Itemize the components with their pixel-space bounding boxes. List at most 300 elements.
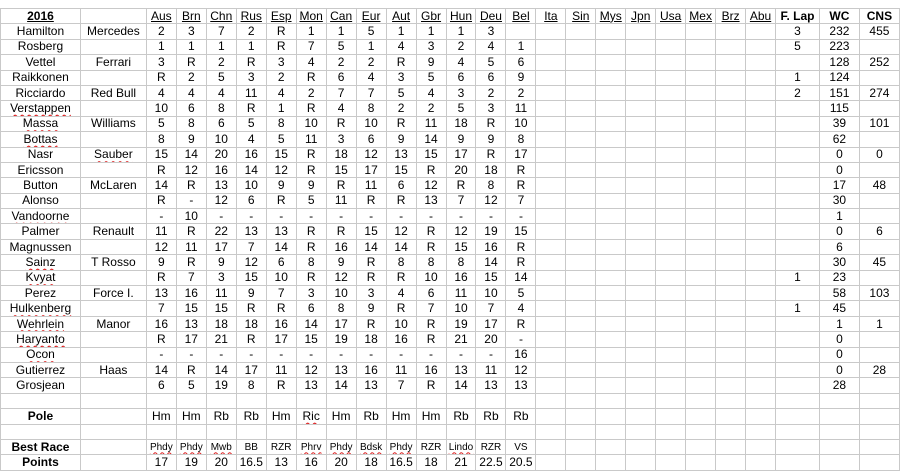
result-cell[interactable]: R (356, 316, 386, 331)
result-cell[interactable] (506, 24, 536, 39)
result-cell[interactable] (686, 255, 716, 270)
result-cell[interactable]: 18 (236, 316, 266, 331)
driver-name-cell[interactable]: Vettel (1, 55, 81, 70)
result-cell[interactable]: 1 (416, 24, 446, 39)
fastest-lap-cell[interactable] (776, 132, 820, 147)
result-cell[interactable]: 14 (206, 362, 236, 377)
result-cell[interactable]: 16 (206, 162, 236, 177)
wc-points-cell[interactable]: 128 (819, 55, 859, 70)
result-cell[interactable] (656, 286, 686, 301)
wc-points-cell[interactable]: 30 (819, 255, 859, 270)
result-cell[interactable]: 13 (206, 178, 236, 193)
result-cell[interactable]: 13 (236, 224, 266, 239)
result-cell[interactable]: R (326, 178, 356, 193)
blank-cell[interactable] (859, 455, 899, 470)
points-value-cell[interactable]: 17 (146, 455, 176, 470)
result-cell[interactable]: - (146, 209, 176, 224)
result-cell[interactable]: 17 (236, 362, 266, 377)
result-cell[interactable]: 11 (476, 362, 506, 377)
result-cell[interactable]: 4 (356, 70, 386, 85)
pole-value-cell[interactable]: Hm (416, 409, 446, 424)
result-cell[interactable]: R (386, 116, 416, 131)
result-cell[interactable]: 14 (446, 378, 476, 393)
result-cell[interactable]: - (296, 209, 326, 224)
result-cell[interactable] (596, 362, 626, 377)
result-cell[interactable] (746, 162, 776, 177)
result-cell[interactable]: 4 (416, 85, 446, 100)
result-cell[interactable] (566, 116, 596, 131)
result-cell[interactable] (686, 85, 716, 100)
result-cell[interactable]: - (356, 347, 386, 362)
wc-points-cell[interactable]: 17 (819, 178, 859, 193)
result-cell[interactable] (596, 255, 626, 270)
result-cell[interactable] (716, 362, 746, 377)
result-cell[interactable]: - (326, 347, 356, 362)
result-cell[interactable] (746, 193, 776, 208)
team-name-cell[interactable]: McLaren (80, 178, 146, 193)
result-cell[interactable]: 2 (146, 24, 176, 39)
team-name-cell[interactable] (80, 193, 146, 208)
result-cell[interactable]: R (476, 147, 506, 162)
result-cell[interactable]: 13 (266, 224, 296, 239)
fastest-lap-cell[interactable] (776, 362, 820, 377)
result-cell[interactable]: 4 (386, 39, 416, 54)
result-cell[interactable]: R (236, 301, 266, 316)
result-cell[interactable]: 11 (506, 101, 536, 116)
result-cell[interactable]: 10 (506, 116, 536, 131)
best_race-value-cell[interactable] (626, 439, 656, 454)
blank-cell[interactable] (80, 439, 146, 454)
result-cell[interactable] (626, 24, 656, 39)
result-cell[interactable] (686, 270, 716, 285)
result-cell[interactable] (686, 162, 716, 177)
result-cell[interactable]: 2 (476, 85, 506, 100)
race-header-12[interactable]: Bel (506, 9, 536, 24)
result-cell[interactable]: 9 (416, 55, 446, 70)
result-cell[interactable]: 11 (326, 193, 356, 208)
points-value-cell[interactable]: 20 (326, 455, 356, 470)
cns-points-cell[interactable] (859, 162, 899, 177)
wc-points-cell[interactable]: 124 (819, 70, 859, 85)
fastest-lap-cell[interactable] (776, 193, 820, 208)
result-cell[interactable]: 7 (386, 378, 416, 393)
result-cell[interactable]: 16 (176, 286, 206, 301)
result-cell[interactable]: 5 (506, 286, 536, 301)
cns-points-cell[interactable]: 455 (859, 24, 899, 39)
result-cell[interactable]: 5 (356, 24, 386, 39)
pole-value-cell[interactable]: Rb (356, 409, 386, 424)
result-cell[interactable]: 2 (176, 70, 206, 85)
result-cell[interactable]: R (176, 255, 206, 270)
result-cell[interactable]: 4 (236, 132, 266, 147)
cns-points-cell[interactable] (859, 101, 899, 116)
result-cell[interactable]: R (506, 239, 536, 254)
result-cell[interactable]: 11 (146, 224, 176, 239)
result-cell[interactable]: 15 (416, 147, 446, 162)
team-name-cell[interactable] (80, 301, 146, 316)
result-cell[interactable]: 20 (206, 147, 236, 162)
driver-name-cell[interactable]: Hamilton (1, 24, 81, 39)
result-cell[interactable]: 1 (296, 24, 326, 39)
points-value-cell[interactable] (656, 455, 686, 470)
wc-points-cell[interactable]: 45 (819, 301, 859, 316)
result-cell[interactable] (536, 270, 566, 285)
wc-points-cell[interactable]: 62 (819, 132, 859, 147)
result-cell[interactable] (566, 70, 596, 85)
best_race-value-cell[interactable] (446, 439, 476, 454)
result-cell[interactable] (686, 178, 716, 193)
result-cell[interactable] (716, 55, 746, 70)
result-cell[interactable]: 3 (476, 101, 506, 116)
fastest-lap-cell[interactable]: 1 (776, 70, 820, 85)
result-cell[interactable]: 13 (326, 362, 356, 377)
result-cell[interactable]: R (236, 101, 266, 116)
result-cell[interactable]: 14 (296, 316, 326, 331)
driver-name-cell[interactable] (1, 116, 81, 131)
result-cell[interactable]: 9 (356, 301, 386, 316)
result-cell[interactable]: R (326, 224, 356, 239)
result-cell[interactable] (656, 39, 686, 54)
result-cell[interactable]: 13 (446, 362, 476, 377)
race-header-2[interactable]: Chn (206, 9, 236, 24)
result-cell[interactable] (656, 178, 686, 193)
wc-points-cell[interactable]: 0 (819, 332, 859, 347)
blank-cell[interactable] (716, 393, 746, 408)
race-header-8[interactable]: Aut (386, 9, 416, 24)
result-cell[interactable]: 15 (296, 332, 326, 347)
result-cell[interactable] (596, 85, 626, 100)
result-cell[interactable]: 6 (266, 255, 296, 270)
result-cell[interactable] (656, 316, 686, 331)
result-cell[interactable]: R (266, 24, 296, 39)
result-cell[interactable] (536, 301, 566, 316)
result-cell[interactable]: 11 (296, 132, 326, 147)
result-cell[interactable] (746, 316, 776, 331)
result-cell[interactable]: 11 (176, 239, 206, 254)
race-header-20[interactable]: Abu (746, 9, 776, 24)
result-cell[interactable]: 5 (266, 132, 296, 147)
result-cell[interactable]: 1 (176, 39, 206, 54)
result-cell[interactable] (716, 255, 746, 270)
result-cell[interactable] (596, 178, 626, 193)
result-cell[interactable] (626, 286, 656, 301)
result-cell[interactable]: 12 (446, 224, 476, 239)
result-cell[interactable] (716, 101, 746, 116)
fastest-lap-cell[interactable] (776, 316, 820, 331)
wc-points-cell[interactable]: 0 (819, 162, 859, 177)
result-cell[interactable] (746, 101, 776, 116)
blank-cell[interactable] (859, 409, 899, 424)
result-cell[interactable]: - (266, 209, 296, 224)
result-cell[interactable] (656, 209, 686, 224)
points-value-cell[interactable]: 18 (416, 455, 446, 470)
fastest-lap-cell[interactable] (776, 347, 820, 362)
driver-name-cell[interactable]: Ericsson (1, 162, 81, 177)
result-cell[interactable]: 13 (506, 378, 536, 393)
result-cell[interactable]: 1 (386, 24, 416, 39)
result-cell[interactable] (716, 85, 746, 100)
cns-points-cell[interactable]: 252 (859, 55, 899, 70)
result-cell[interactable]: 2 (356, 55, 386, 70)
fastest-lap-cell[interactable] (776, 209, 820, 224)
result-cell[interactable]: 15 (206, 301, 236, 316)
result-cell[interactable] (596, 193, 626, 208)
result-cell[interactable] (686, 362, 716, 377)
result-cell[interactable] (566, 270, 596, 285)
driver-name-cell[interactable] (1, 255, 81, 270)
result-cell[interactable] (536, 378, 566, 393)
cns-points-cell[interactable] (859, 39, 899, 54)
fastest-lap-cell[interactable] (776, 378, 820, 393)
result-cell[interactable] (566, 39, 596, 54)
result-cell[interactable]: - (146, 347, 176, 362)
result-cell[interactable] (746, 239, 776, 254)
race-header-16[interactable]: Jpn (626, 9, 656, 24)
result-cell[interactable]: 18 (356, 332, 386, 347)
points-value-cell[interactable]: 16 (296, 455, 326, 470)
result-cell[interactable]: 13 (476, 378, 506, 393)
fastest-lap-cell[interactable] (776, 255, 820, 270)
blank-cell[interactable] (656, 393, 686, 408)
result-cell[interactable]: 14 (416, 132, 446, 147)
blank-cell[interactable] (686, 393, 716, 408)
result-cell[interactable] (746, 178, 776, 193)
result-cell[interactable] (686, 301, 716, 316)
result-cell[interactable] (686, 209, 716, 224)
best_race-value-cell[interactable] (686, 439, 716, 454)
result-cell[interactable] (536, 209, 566, 224)
team-name-cell[interactable] (80, 101, 146, 116)
result-cell[interactable]: 14 (386, 239, 416, 254)
cns-points-cell[interactable] (859, 378, 899, 393)
result-cell[interactable]: 1 (236, 39, 266, 54)
result-cell[interactable] (686, 101, 716, 116)
team-name-cell[interactable] (80, 239, 146, 254)
result-cell[interactable]: 2 (326, 55, 356, 70)
result-cell[interactable]: 6 (506, 55, 536, 70)
result-cell[interactable] (626, 347, 656, 362)
pole-value-cell[interactable]: Rb (506, 409, 536, 424)
pole-value-cell[interactable]: Hm (146, 409, 176, 424)
result-cell[interactable]: 10 (416, 270, 446, 285)
result-cell[interactable]: R (176, 178, 206, 193)
result-cell[interactable]: - (296, 347, 326, 362)
result-cell[interactable] (536, 132, 566, 147)
result-cell[interactable] (536, 224, 566, 239)
result-cell[interactable] (716, 39, 746, 54)
result-cell[interactable] (566, 162, 596, 177)
result-cell[interactable]: 3 (176, 24, 206, 39)
fastest-lap-cell[interactable]: 2 (776, 85, 820, 100)
result-cell[interactable]: 8 (176, 116, 206, 131)
result-cell[interactable]: 9 (476, 132, 506, 147)
driver-name-cell[interactable] (1, 316, 81, 331)
result-cell[interactable] (686, 378, 716, 393)
cns-points-cell[interactable]: 6 (859, 224, 899, 239)
result-cell[interactable] (626, 116, 656, 131)
race-header-7[interactable]: Eur (356, 9, 386, 24)
result-cell[interactable]: 11 (206, 286, 236, 301)
result-cell[interactable]: 1 (356, 39, 386, 54)
points-value-cell[interactable] (626, 455, 656, 470)
points-value-cell[interactable] (536, 455, 566, 470)
blank-cell[interactable] (236, 393, 266, 408)
result-cell[interactable] (626, 55, 656, 70)
result-cell[interactable] (716, 270, 746, 285)
result-cell[interactable]: 16 (446, 270, 476, 285)
wc-points-cell[interactable]: 115 (819, 101, 859, 116)
result-cell[interactable]: 4 (296, 55, 326, 70)
result-cell[interactable] (746, 70, 776, 85)
result-cell[interactable] (716, 316, 746, 331)
result-cell[interactable] (626, 70, 656, 85)
result-cell[interactable]: 17 (266, 332, 296, 347)
result-cell[interactable]: 7 (446, 193, 476, 208)
result-cell[interactable] (686, 332, 716, 347)
result-cell[interactable] (686, 70, 716, 85)
result-cell[interactable]: - (386, 209, 416, 224)
team-name-cell[interactable]: Haas (80, 362, 146, 377)
result-cell[interactable]: 13 (416, 193, 446, 208)
result-cell[interactable] (566, 101, 596, 116)
result-cell[interactable]: 12 (356, 147, 386, 162)
race-header-0[interactable]: Aus (146, 9, 176, 24)
result-cell[interactable] (656, 332, 686, 347)
result-cell[interactable] (656, 255, 686, 270)
result-cell[interactable]: - (236, 209, 266, 224)
fastest-lap-cell[interactable] (776, 101, 820, 116)
result-cell[interactable] (656, 70, 686, 85)
result-cell[interactable] (716, 301, 746, 316)
result-cell[interactable] (566, 286, 596, 301)
result-cell[interactable] (596, 39, 626, 54)
result-cell[interactable]: 7 (506, 193, 536, 208)
result-cell[interactable] (566, 132, 596, 147)
race-header-4[interactable]: Esp (266, 9, 296, 24)
result-cell[interactable] (746, 85, 776, 100)
result-cell[interactable]: 2 (386, 101, 416, 116)
result-cell[interactable] (656, 116, 686, 131)
cns-points-cell[interactable]: 1 (859, 316, 899, 331)
result-cell[interactable]: 5 (416, 70, 446, 85)
result-cell[interactable]: R (416, 316, 446, 331)
result-cell[interactable]: 6 (146, 378, 176, 393)
race-header-19[interactable]: Brz (716, 9, 746, 24)
result-cell[interactable]: 1 (146, 39, 176, 54)
points-value-cell[interactable] (566, 455, 596, 470)
result-cell[interactable]: R (416, 378, 446, 393)
cns-points-cell[interactable] (859, 70, 899, 85)
blank-cell[interactable] (80, 409, 146, 424)
team-name-cell[interactable] (80, 347, 146, 362)
result-cell[interactable] (596, 116, 626, 131)
result-cell[interactable] (626, 147, 656, 162)
result-cell[interactable] (626, 239, 656, 254)
best_race-value-cell[interactable] (536, 439, 566, 454)
result-cell[interactable]: 6 (476, 70, 506, 85)
blank-cell[interactable] (536, 393, 566, 408)
result-cell[interactable]: R (146, 270, 176, 285)
driver-name-cell[interactable]: Magnussen (1, 239, 81, 254)
result-cell[interactable]: R (296, 101, 326, 116)
result-cell[interactable] (566, 85, 596, 100)
result-cell[interactable]: 9 (296, 178, 326, 193)
result-cell[interactable]: R (266, 301, 296, 316)
result-cell[interactable] (716, 193, 746, 208)
result-cell[interactable]: 10 (476, 286, 506, 301)
result-cell[interactable]: 5 (326, 39, 356, 54)
result-cell[interactable]: 8 (326, 301, 356, 316)
result-cell[interactable]: 9 (146, 255, 176, 270)
race-header-18[interactable]: Mex (686, 9, 716, 24)
result-cell[interactable] (626, 39, 656, 54)
result-cell[interactable]: 20 (446, 162, 476, 177)
result-cell[interactable]: 2 (506, 85, 536, 100)
wc-points-cell[interactable]: 6 (819, 239, 859, 254)
result-cell[interactable] (746, 147, 776, 162)
cns-points-cell[interactable] (859, 270, 899, 285)
wc-header[interactable]: WC (819, 9, 859, 24)
result-cell[interactable]: 16 (326, 239, 356, 254)
best_race-value-cell[interactable] (356, 439, 386, 454)
points-label-cell[interactable]: Points (1, 455, 81, 470)
team-name-cell[interactable]: Red Bull (80, 85, 146, 100)
team-name-cell[interactable] (80, 39, 146, 54)
result-cell[interactable]: 9 (386, 132, 416, 147)
cns-points-cell[interactable]: 103 (859, 286, 899, 301)
result-cell[interactable]: 18 (326, 147, 356, 162)
result-cell[interactable]: R (506, 162, 536, 177)
result-cell[interactable] (746, 39, 776, 54)
wc-points-cell[interactable]: 30 (819, 193, 859, 208)
result-cell[interactable]: R (146, 332, 176, 347)
result-cell[interactable]: - (206, 347, 236, 362)
result-cell[interactable] (566, 316, 596, 331)
result-cell[interactable]: 17 (176, 332, 206, 347)
result-cell[interactable]: R (326, 116, 356, 131)
result-cell[interactable]: 3 (356, 286, 386, 301)
result-cell[interactable]: 15 (176, 301, 206, 316)
result-cell[interactable]: 14 (236, 162, 266, 177)
result-cell[interactable] (746, 362, 776, 377)
best_race-value-cell[interactable]: RZR (416, 439, 446, 454)
result-cell[interactable] (536, 255, 566, 270)
result-cell[interactable] (596, 270, 626, 285)
result-cell[interactable] (626, 178, 656, 193)
result-cell[interactable]: 7 (176, 270, 206, 285)
result-cell[interactable]: 12 (506, 362, 536, 377)
race-header-5[interactable]: Mon (296, 9, 326, 24)
result-cell[interactable]: 3 (296, 286, 326, 301)
result-cell[interactable]: 12 (386, 224, 416, 239)
team-name-cell[interactable]: T Rosso (80, 255, 146, 270)
result-cell[interactable] (566, 224, 596, 239)
race-header-6[interactable]: Can (326, 9, 356, 24)
result-cell[interactable] (536, 70, 566, 85)
blank-cell[interactable] (446, 393, 476, 408)
cns-header[interactable]: CNS (859, 9, 899, 24)
cns-points-cell[interactable] (859, 132, 899, 147)
result-cell[interactable]: 7 (296, 39, 326, 54)
result-cell[interactable]: 19 (206, 378, 236, 393)
result-cell[interactable] (536, 55, 566, 70)
blank-cell[interactable] (596, 393, 626, 408)
result-cell[interactable]: 14 (146, 178, 176, 193)
result-cell[interactable] (566, 239, 596, 254)
result-cell[interactable]: 6 (416, 286, 446, 301)
result-cell[interactable] (686, 286, 716, 301)
result-cell[interactable]: 18 (446, 116, 476, 131)
